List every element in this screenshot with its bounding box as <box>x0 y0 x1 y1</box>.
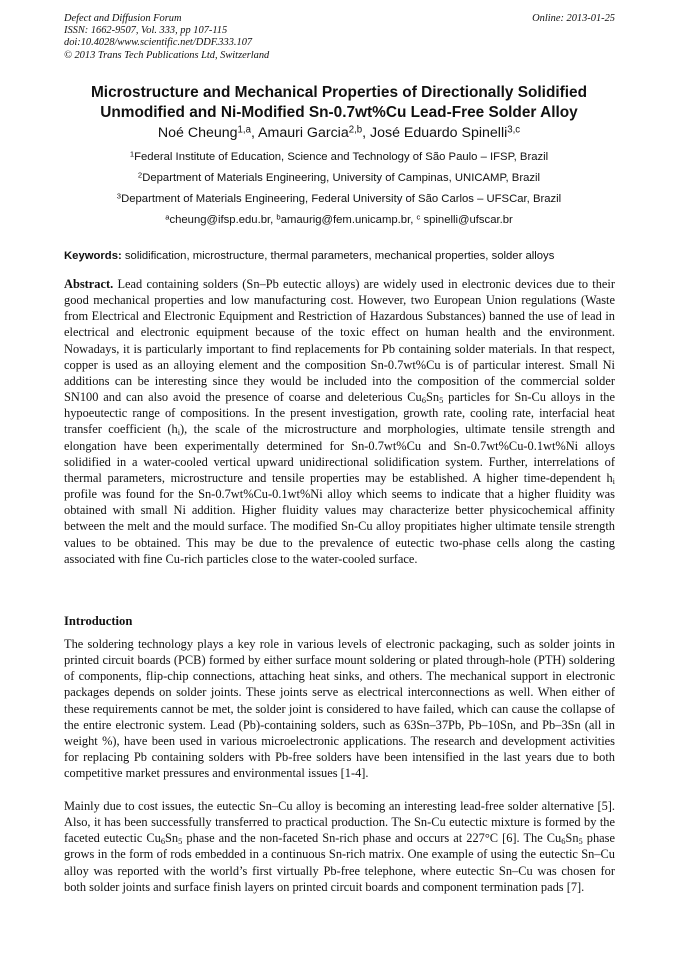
abstract-text: Lead containing solders (Sn–Pb eutectic alloys) are widely used in electronic devices due to their good mechanical properties and low manufacturing cost. However, two European Union regulations (Waste from Electrical and Electronic Equipment and Restriction of Hazardous Substances) banned the use of lead in electrical and electronic equipment because of the toxic effect on human health and the environment. Nowadays, it is particularly important to find replacements for Pb containing solder materials. In that respect, copper is used as an alloying element and the composition Sn-0.7wt%Cu is of particular interest. Small Ni additions can be interesting since they would be included into the composition of the commercial solder SN100 and can also avoid the presence of coarse and deleterious Cu <box>64 277 615 405</box>
introduction-paragraph-2 <box>64 798 615 895</box>
journal-name: Defect and Diffusion Forum <box>64 13 182 24</box>
affiliation-marker: 2 <box>137 170 143 180</box>
paragraph-text: phase and the non-faceted Sn-rich phase and occurs at 227°C [6]. The Cu <box>182 831 562 846</box>
abstract-text: ), the scale of the microstructure and morphologies, ultimate tensile strength and elongation have been experimentally determined for Sn-0.7wt%Cu and Sn-0.7wt%Cu-0.1wt%Ni alloys solidified in a water-cooled vertical upward unidirectional solidification system. Further, interrelations of thermal parameters, microstructure and tensile properties may be established. A higher time-dependent h <box>64 422 615 485</box>
subscript: 6 <box>160 836 166 847</box>
author-list: Noé Cheung$^{1,a}$, Amauri Garcia$^{2,b}$, José Eduardo Spinelli$^{3,c}$ <box>157 124 521 141</box>
author-name: José Eduardo Spinelli <box>370 125 508 141</box>
subscript: i <box>177 427 181 438</box>
paragraph-text: Sn <box>165 831 179 846</box>
keywords <box>64 249 620 263</box>
subscript: 6 <box>561 836 566 847</box>
affiliation-2 <box>40 171 638 185</box>
keywords-label: Keywords: <box>64 250 122 262</box>
affiliation-1 <box>40 150 638 164</box>
email-marker: b <box>276 212 281 222</box>
subscript: 5 <box>178 836 183 847</box>
subscript: 5 <box>578 836 583 847</box>
abstract <box>64 276 615 567</box>
paragraph-text: Mainly due to cost issues, the eutectic Sn–Cu alloy is becoming an interesting lead-free solder alternative [5]. Also, it has been successfully transferred to practical production. The Sn-Cu eutectic mixture is formed by the faceted eutectic Cu <box>64 799 615 846</box>
affiliation-marker: 1 <box>129 149 135 159</box>
author-marker: 2,b <box>348 124 363 136</box>
copyright-line: © 2013 Trans Tech Publications Ltd, Switzerland <box>64 49 270 61</box>
author-name: Noé Cheung <box>157 125 238 141</box>
author-marker: 3,c <box>507 124 521 136</box>
title-line-2: Unmodified and Ni-Modified Sn-0.7wt%Cu Lead-Free Solder Alloy <box>100 103 578 121</box>
title-line-1: Microstructure and Mechanical Properties of Directionally Solidified <box>90 84 588 101</box>
paper-title <box>40 83 638 122</box>
issn-line: ISSN: 1662-9507, Vol. 333, pp 107-115 <box>64 25 228 37</box>
email-link[interactable]: spinelli@ufscar.br <box>423 214 513 226</box>
abstract-text: profile was found for the Sn-0.7wt%Cu-0.1wt%Ni alloy which seems to indicate that a higher fluidity was obtained with small Ni addition. Higher fluidity values may characterize better physicochemical affinity between the melt and the mould surface. The modified Sn-Cu alloy propitiates higher ultimate tensile strength values to be obtained. This may be due to the prevalence of eutectic two-phase cells along the casting associated with fine Cu-rich particles close to the water-cooled surface. <box>64 487 615 566</box>
introduction-heading: Introduction <box>64 614 133 628</box>
email-link[interactable]: cheung@ifsp.edu.br <box>169 214 271 226</box>
email-link[interactable]: amaurig@fem.unicamp.br <box>280 214 411 226</box>
paragraph-text: phase grows in the form of rods embedded in a continuous Sn-rich matrix. One example of using the eutectic Sn–Cu alloy was reported with the world’s first virtually Pb-free telephone, where eutectic Sn–Cu was chosen for both solder joints and surface finish layers on printed circuit boards and component termination pads [7]. <box>64 831 615 894</box>
abstract-label: Abstract. <box>64 277 114 291</box>
abstract-text: particles for Sn-Cu alloys in the hypoeutectic range of compositions. In the present investigation, growth rate, cooling rate, interfacial heat transfer coefficient (h <box>64 390 615 437</box>
journal-header <box>64 13 615 62</box>
subscript: i <box>612 475 615 486</box>
affiliation-marker: 3 <box>116 191 122 201</box>
email-marker: c <box>416 212 421 222</box>
abstract-text: Sn <box>425 390 440 405</box>
affiliation-text: Federal Institute of Education, Science and Technology of São Paulo – IFSP, Brazil <box>134 151 549 163</box>
online-date: Online: 2013-01-25 <box>532 13 615 24</box>
email-marker: a <box>165 212 170 222</box>
paragraph-text: Sn <box>565 831 579 846</box>
keywords-text: solidification, microstructure, thermal parameters, mechanical properties, solder alloys <box>124 250 555 262</box>
subscript: 6 <box>421 395 426 406</box>
author-name: Amauri Garcia <box>258 125 349 141</box>
affiliation-text: Department of Materials Engineering, Federal University of São Carlos – UFSCar, Brazil <box>121 193 562 205</box>
affiliation-text: Department of Materials Engineering, University of Campinas, UNICAMP, Brazil <box>142 172 541 184</box>
subscript: 5 <box>439 395 444 406</box>
doi-line[interactable]: doi:10.4028/www.scientific.net/DDF.333.107 <box>64 37 253 49</box>
author-marker: 1,a <box>237 124 251 136</box>
email-list: $^a$cheung@ifsp.edu.br, $^b$amaurig@fem.unicamp.br, $^c$ spinelli@ufscar.br <box>165 212 513 226</box>
introduction-paragraph-1: The soldering technology plays a key role in various levels of electronic packaging, such as solder joints in printed circuit boards (PCB) formed by either surface mount soldering or plated through-hole (PTH) soldering of components, flip-chip connections, attaching heat sinks, and others. The mechanical support in electronic packages depends on solder joints. These joints serve as electrical interconnections as well. When either of these requirements cannot be met, the solder joint is considered to have failed, which can cause the collapse of the entire electronic system. Lead (Pb)-containing solders, such as 63Sn–37Pb, Pb–10Sn, and Pb–3Sn (all in weight %), have been used in various microelectronic applications. The research and development activities for replacing Pb containing solders with Pb-free solders have been intensified in the last years due to both competitive market pressures and environmental issues [1-4]. <box>64 637 615 781</box>
affiliation-3 <box>40 192 638 206</box>
